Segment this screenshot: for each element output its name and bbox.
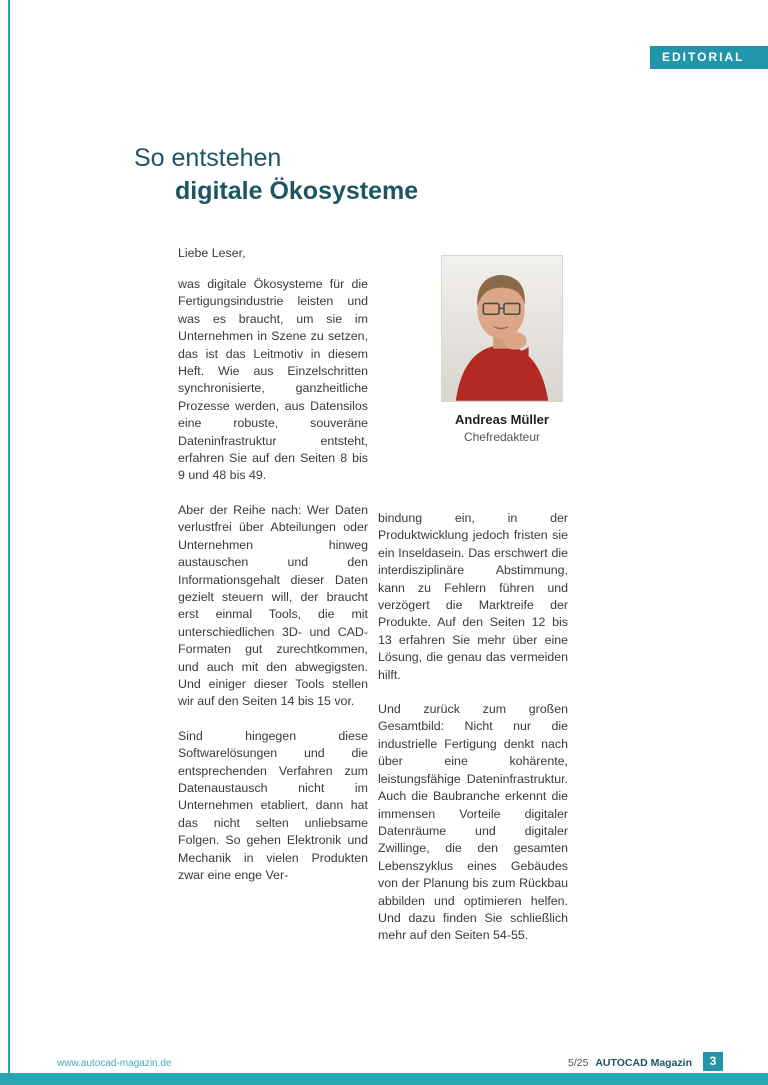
left-paragraph-2: Aber der Reihe nach: Wer Daten verlustfrei über Abteilungen oder Unternehmen hinweg austauschen und den Informationsgehalt dieser Daten gezielt steuern will, der braucht erst einmal Tools, die mit unterschiedlichen 3D- und CAD-Formaten gut zurechtkommen, und auch mit den abwegigsten. Und einiger dieser Tools stellen wir auf den Seiten 14 bis 15 vor. [178, 502, 368, 709]
editor-portrait-photo [441, 255, 563, 402]
page-number-badge: 3 [703, 1052, 723, 1071]
left-paragraph-3: Sind hingegen diese Softwarelösungen und die entsprechenden Verfahren zum Datenaustausch nicht im Unternehmen etabliert, dann hat das nicht selten unliebsame Folgen. So gehen Elektronik und Mechanik in vielen Produkten zwar eine enge Ver- [178, 728, 368, 882]
portrait-illustration [442, 256, 562, 401]
footer-issue: 5/25 [567, 1057, 589, 1069]
page-title [134, 142, 418, 208]
right-paragraph-2: Und zurück zum großen Gesamtbild: Nicht nur die industrielle Fertigung denkt nach über eine kohärente, leistungsfähige Dateninfrastruktur. Auch die Baubranche erkennt die immensen Vorteile digitaler Datenräume und digitaler Zwillinge, die den gesamten Lebenszyklus eines Gebäudes von der Planung bis zum Rückbau abbilden und optimieren helfen. Und dazu finden Sie schließlich mehr auf den Seiten 54-55. [378, 702, 568, 943]
page-title-line1: So entstehen [134, 144, 282, 172]
right-paragraph-1: bindung ein, in der Produktwicklung jedoch fristen sie ein Inseldasein. Das erschwert die interdisziplinäre Abstimmung, kann zu Fehlern führen und verzögert die Marktreife der Produkte. Auf den Seiten 12 bis 13 erfahren Sie mehr über eine Lösung, die genau das vermeiden hilft. [378, 511, 568, 682]
footer [0, 1051, 768, 1071]
footer-website-link[interactable]: www.autocad-magazin.de [57, 1058, 172, 1069]
left-accent-rule [8, 0, 10, 1085]
left-paragraph-1: was digitale Ökosysteme für die Fertigungsindustrie leisten und was es braucht, um sie im Unternehmen in Szene zu setzen, das ist das Leitmotiv in diesem Heft. Wie aus Einzelschritten synchronisierte, ganzheitliche Prozesse werden, aus Datensilos eine robuste, souveräne Dateninfrastruktur entsteht, erfahren Sie auf den Seiten 8 bis 9 und 48 bis 49. [178, 277, 368, 483]
salutation-text: Liebe Leser, [178, 246, 246, 260]
page-title-line2: digitale Ökosysteme [175, 177, 419, 205]
right-text-column [378, 510, 568, 962]
editor-name: Andreas Müller [455, 412, 549, 427]
editor-role: Chefredakteur [463, 430, 541, 444]
footer-magazine-name: AUTOCAD Magazin [595, 1057, 692, 1069]
left-text-column [178, 276, 368, 901]
footer-accent-bar [0, 1073, 768, 1085]
editorial-section-label: EDITORIAL [650, 46, 768, 69]
photo-caption [421, 412, 583, 444]
footer-issue-info [568, 1057, 692, 1069]
